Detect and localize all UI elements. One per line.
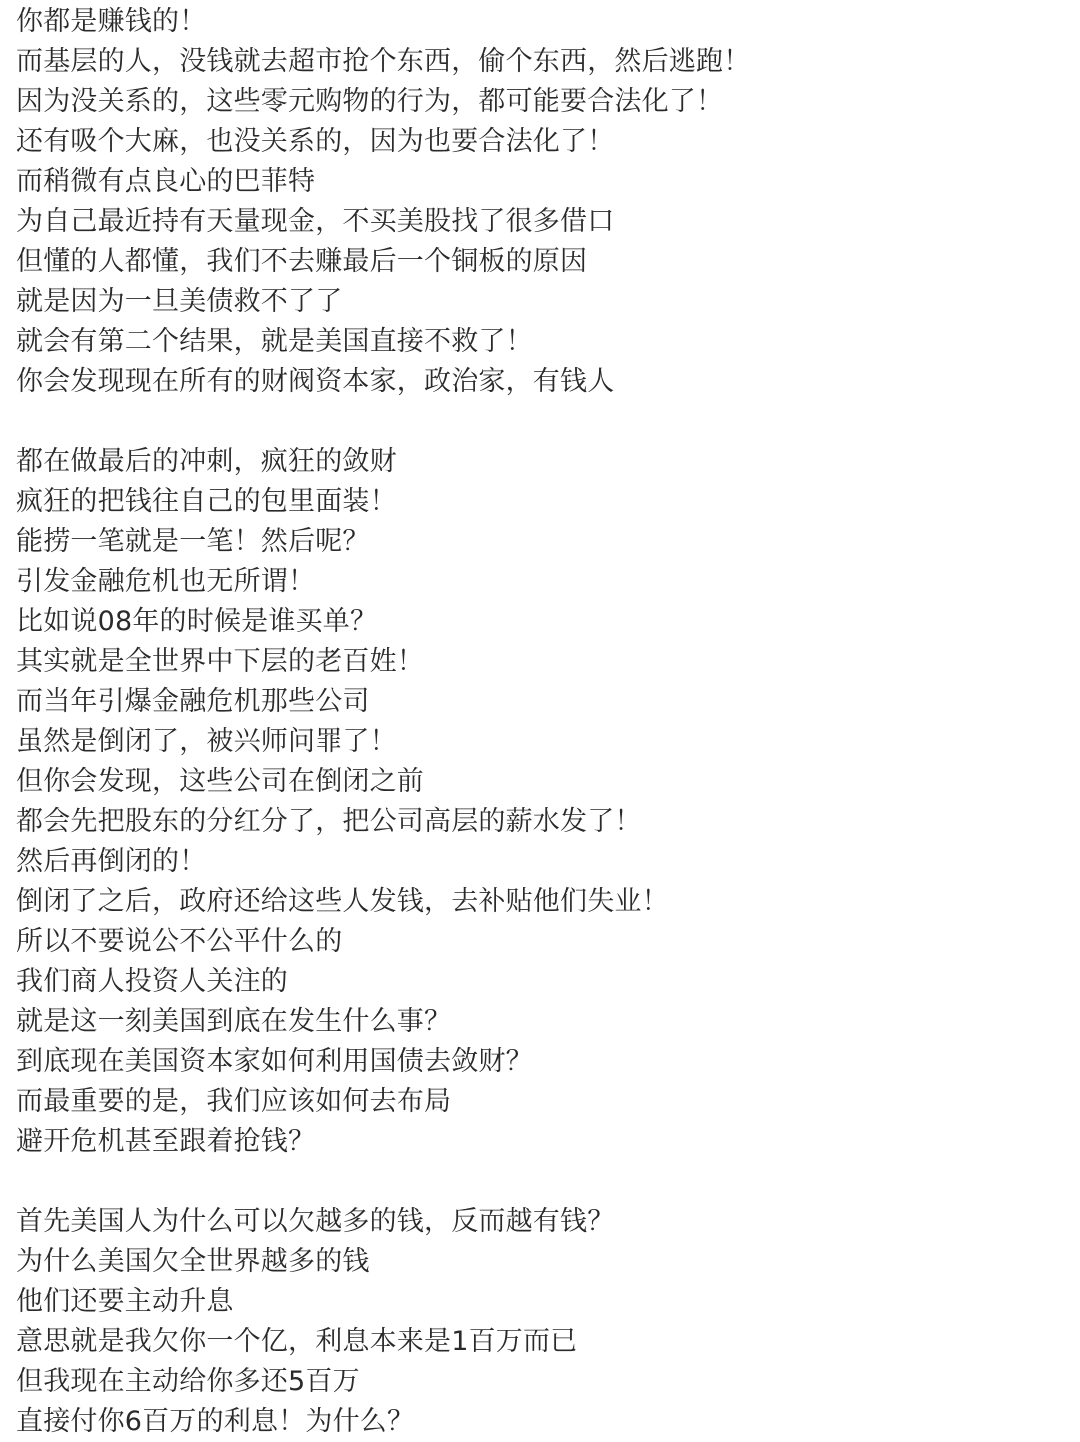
text-line: 虽然是倒闭了，被兴师问罪了！ — [16, 726, 397, 757]
text-line: 都在做最后的冲刺，疯狂的敛财 — [16, 446, 397, 477]
text-line: 因为没关系的，这些零元购物的行为，都可能要合法化了！ — [16, 86, 724, 117]
text-line: 而最重要的是，我们应该如何去布局 — [16, 1086, 452, 1117]
text-line: 而当年引爆金融危机那些公司 — [16, 686, 370, 717]
text-line: 为自己最近持有天量现金，不买美股找了很多借口 — [16, 206, 615, 237]
text-line: 避开危机甚至跟着抢钱？ — [16, 1126, 316, 1157]
text-line: 所以不要说公不公平什么的 — [16, 926, 343, 957]
text-line: 但我现在主动给你多还5百万 — [16, 1366, 360, 1397]
text-line: 还有吸个大麻，也没关系的，因为也要合法化了！ — [16, 126, 615, 157]
text-line: 都会先把股东的分红分了，把公司高层的薪水发了！ — [16, 806, 642, 837]
text-line: 但懂的人都懂，我们不去赚最后一个铜板的原因 — [16, 246, 588, 277]
text-line: 疯狂的把钱往自己的包里面装！ — [16, 486, 397, 517]
text-line: 你会发现现在所有的财阀资本家，政治家，有钱人 — [16, 366, 615, 397]
text-line: 首先美国人为什么可以欠越多的钱，反而越有钱？ — [16, 1206, 615, 1237]
text-line: 倒闭了之后，政府还给这些人发钱，去补贴他们失业！ — [16, 886, 669, 917]
text-line: 他们还要主动升息 — [16, 1286, 234, 1317]
text-line: 比如说08年的时候是谁买单？ — [16, 606, 378, 637]
text-line: 而稍微有点良心的巴菲特 — [16, 166, 316, 197]
text-line: 引发金融危机也无所谓！ — [16, 566, 316, 597]
text-line: 但你会发现，这些公司在倒闭之前 — [16, 766, 424, 797]
text-line: 你都是赚钱的！ — [16, 6, 207, 37]
text-line: 而基层的人，没钱就去超市抢个东西，偷个东西，然后逃跑！ — [16, 46, 751, 77]
text-line: 其实就是全世界中下层的老百姓！ — [16, 646, 424, 677]
text-line: 就是因为一旦美债救不了了 — [16, 286, 343, 317]
text-line: 就是这一刻美国到底在发生什么事？ — [16, 1006, 452, 1037]
paragraph-3 — [16, 1202, 1066, 1442]
document-body — [16, 2, 1066, 1442]
paragraph-spacer — [16, 402, 1066, 442]
text-line: 直接付你6百万的利息！为什么？ — [16, 1406, 415, 1437]
text-line: 我们商人投资人关注的 — [16, 966, 288, 997]
paragraph-1 — [16, 2, 1066, 402]
text-line: 能捞一笔就是一笔！然后呢？ — [16, 526, 370, 557]
text-line: 到底现在美国资本家如何利用国债去敛财？ — [16, 1046, 533, 1077]
text-line: 意思就是我欠你一个亿，利息本来是1百万而已 — [16, 1326, 578, 1357]
text-line: 就会有第二个结果，就是美国直接不救了！ — [16, 326, 533, 357]
paragraph-2 — [16, 442, 1066, 1162]
paragraph-spacer — [16, 1162, 1066, 1202]
text-line: 为什么美国欠全世界越多的钱 — [16, 1246, 370, 1277]
text-line: 然后再倒闭的！ — [16, 846, 207, 877]
